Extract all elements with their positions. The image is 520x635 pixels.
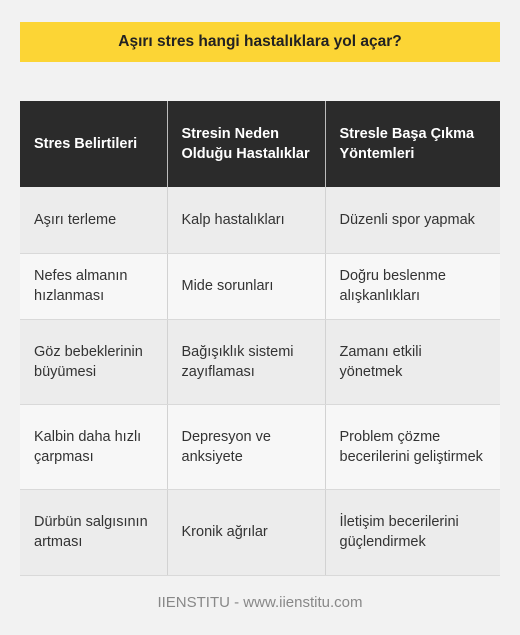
table-cell: Aşırı terleme: [20, 187, 167, 253]
table-cell: Bağışıklık sistemi zayıflaması: [167, 319, 325, 404]
column-header-diseases: Stresin Neden Olduğu Hastalıklar: [167, 101, 325, 187]
table-cell: Kronik ağrılar: [167, 489, 325, 575]
table-cell: Mide sorunları: [167, 253, 325, 319]
table-cell: Problem çözme becerilerini geliştirmek: [325, 404, 500, 489]
footer-credit: IIENSTITU - www.iienstitu.com: [157, 594, 363, 611]
table-row: [20, 187, 500, 253]
table-cell: Düzenli spor yapmak: [325, 187, 500, 253]
column-header-symptoms: Stres Belirtileri: [20, 101, 167, 187]
table-cell: Zamanı etkili yönetmek: [325, 319, 500, 404]
table-cell: Kalbin daha hızlı çarpması: [20, 404, 167, 489]
table-row: [20, 404, 500, 489]
stress-table: [20, 101, 500, 576]
table-header-row: [20, 101, 500, 187]
page-title: Aşırı stres hangi hastalıklara yol açar?: [20, 22, 500, 62]
table-cell: Kalp hastalıkları: [167, 187, 325, 253]
table-cell: Göz bebeklerinin büyümesi: [20, 319, 167, 404]
column-header-coping-methods: Stresle Başa Çıkma Yöntemleri: [325, 101, 500, 187]
table-cell: Nefes almanın hızlanması: [20, 253, 167, 319]
table-cell: Doğru beslenme alışkanlıkları: [325, 253, 500, 319]
table-row: [20, 319, 500, 404]
table-row: [20, 489, 500, 575]
table-cell: Dürbün salgısının artması: [20, 489, 167, 575]
table-cell: Depresyon ve anksiyete: [167, 404, 325, 489]
table-row: [20, 253, 500, 319]
table-cell: İletişim becerilerini güçlendirmek: [325, 489, 500, 575]
